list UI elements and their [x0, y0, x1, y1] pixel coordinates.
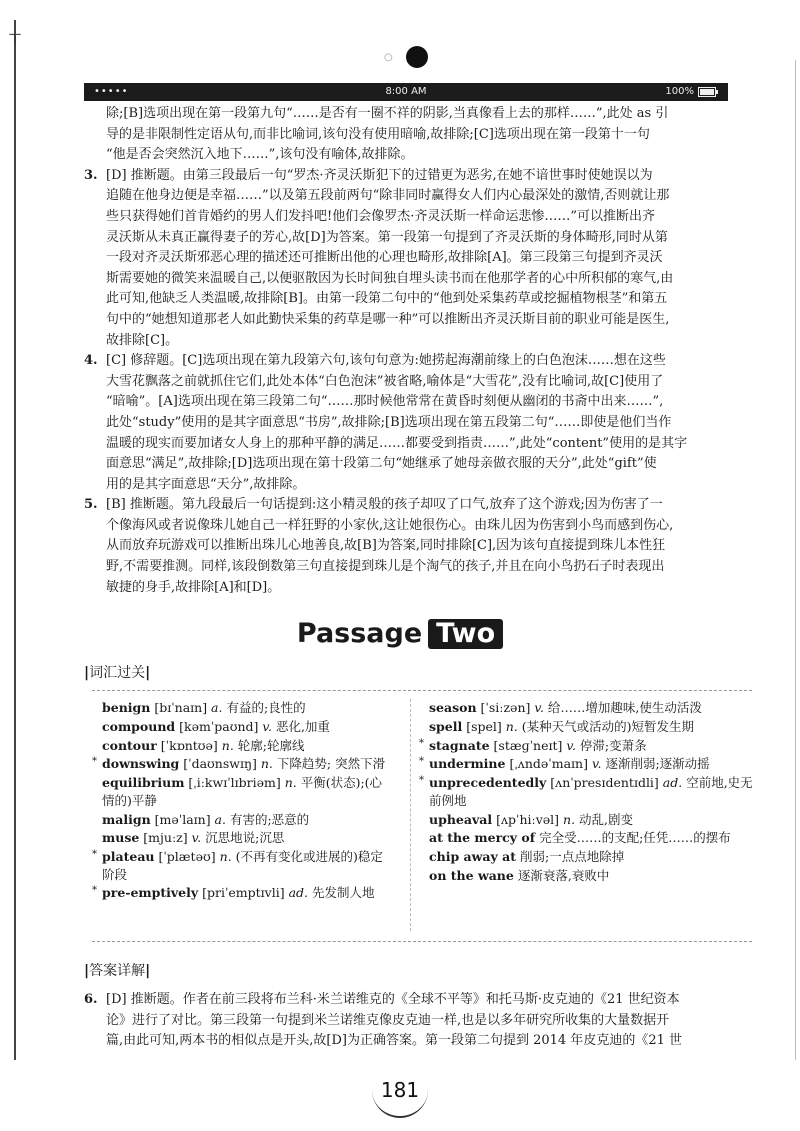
item-number: 5.	[84, 497, 98, 513]
explanations-top	[84, 104, 744, 598]
text-line: 除;[B]选项出现在第一段第九句“……是否有一圈不祥的阴影,当真像看上去的那样……”,此处 as 引	[106, 106, 669, 121]
answer-item-6	[84, 990, 744, 1052]
answer-heading-text: 答案详解	[89, 963, 146, 979]
answer-item-3	[84, 166, 744, 351]
vocab-entry: spell [spel] n. (某种天气或活动的)短暂发生期	[429, 718, 695, 734]
item-number: 4.	[84, 353, 98, 369]
vocab-entry: at the mercy of 完全受……的支配;任凭……的摆布	[429, 830, 731, 846]
vocab-column-right	[410, 699, 759, 931]
passage-title	[0, 618, 800, 649]
text-line: “暗喻”。[A]选项出现在第三段第二句“……那时候他常常在黄昏时刻便从幽闭的书斋中出来……”,	[106, 394, 664, 410]
sensor-dot: ○	[384, 52, 393, 63]
text-line: 故排除[C]。	[106, 332, 179, 348]
battery-indicator	[665, 86, 716, 97]
vocab-entry: on the wane 逐渐衰落,衰败中	[429, 867, 610, 883]
text-line: 追随在他身边便是幸福……”以及第五段前两句“除非同时赢得女人们内心最深处的激情,否则就让那	[106, 188, 670, 204]
text-line: 此处“study”使用的是其字面意思“书房”,故排除;[B]选项出现在第五段第二句“……即使是他们当作	[106, 414, 672, 430]
status-time: 8:00 AM	[385, 86, 427, 97]
vocab-entry: * unprecedentedly [ʌnˈpresɪdentɪdli] ad. 空前地,史无前例地	[419, 775, 753, 808]
answer-item-4	[84, 351, 744, 495]
text-line: 灵沃斯从未真正赢得妻子的芳心,故[D]为答案。第一段第一句提到了齐灵沃斯的身体畸形,同时从第	[106, 229, 668, 245]
text-line: 斯需要她的微笑来温暖自己,以便驱散因为长时间独自埋头读书而在他那学者的心中所积郁的寒气,由	[106, 270, 674, 286]
answer-heading: |答案详解|	[84, 963, 151, 979]
vocab-entry: benign [bɪˈnaɪn] a. 有益的;良性的	[102, 700, 306, 715]
vocab-entry: season [ˈsiːzən] v. 给……增加趣味,使生动活泼	[429, 700, 702, 715]
passage-number-badge: Two	[428, 619, 503, 649]
text-line: 用的是其字面意思“天分”,故排除。	[106, 476, 306, 492]
text-line: [D] 推断题。作者在前三段将布兰科·米兰诺维克的《全球不平等》和托马斯·皮克迪的《21 世纪资本	[106, 992, 680, 1007]
passage-word: Passage	[296, 618, 423, 649]
vocab-entry: * pre-emptively [priˈemptɪvli] ad. 先发制人地	[92, 885, 375, 901]
text-line: “他是否会突然沉入地下……”,该句没有喻体,故排除。	[106, 147, 414, 163]
vocab-entry: * downswing [ˈdaʊnswɪŋ] n. 下降趋势; 突然下滑	[92, 756, 386, 772]
battery-percent: 100%	[665, 86, 694, 97]
answer-item-5	[84, 495, 744, 598]
status-bar	[84, 83, 728, 101]
text-line: [B] 推断题。第九段最后一句话提到:这小精灵般的孩子却叹了口气,放弃了这个游戏;因为伤害了一	[106, 497, 663, 513]
vocab-entry: equilibrium [ˌiːkwɪˈlɪbriəm] n. 平衡(状态);(心情的)平静	[102, 775, 383, 808]
text-line: 野,不需要推测。同样,该段倒数第三句直接提到珠儿是个淘气的孩子,并且在向小鸟扔石子时表现出	[106, 559, 665, 575]
text-line: 论》进行了对比。第三段第一句提到米兰诺维克像皮克迪一样,也是以多年研究所收集的大量数据开	[106, 1012, 670, 1028]
text-line: 些只获得她们首肯婚约的男人们发抖吧!他们会像罗杰·齐灵沃斯一样命运悲惨……”可以推断出齐	[106, 208, 656, 224]
vocab-entry: contour [ˈkɒntʊə] n. 轮廓;轮廓线	[102, 737, 305, 753]
vocab-entry: * plateau [ˈplætəʊ] n. (不再有变化或进展的)稳定阶段	[92, 849, 383, 882]
text-line: 个像海风或者说像珠儿她自己一样狂野的小家伙,这让她很伤心。由珠儿因为伤害到小鸟而感到伤心,	[106, 517, 674, 533]
vocab-entry: upheaval [ʌpˈhiːvəl] n. 动乱,剧变	[429, 811, 633, 827]
text-line: 大雪花飘落之前就抓住它们,此处本体“白色泡沫”被省略,喻体是“大雪花”,没有比喻词,故[C]使用了	[106, 373, 664, 389]
signal-icon: •••••	[94, 86, 129, 97]
vocab-entry: compound [kəmˈpaʊnd] v. 恶化,加重	[102, 718, 330, 734]
item-number: 6.	[84, 992, 98, 1007]
vocab-entry: malign [məˈlaɪn] a. 有害的;恶意的	[102, 811, 310, 827]
text-line: 此可知,他缺乏人类温暖,故排除[B]。由第一段第二句中的“他到处采集药草或挖掘植物根茎”和第五	[106, 291, 668, 307]
page-binding-line	[14, 20, 16, 1060]
vocab-entry: chip away at 削弱;一点点地除掉	[429, 849, 625, 865]
vocab-column-left	[92, 699, 392, 903]
vocab-entry: * stagnate [stæɡˈneɪt] v. 停滞;变萧条	[419, 737, 647, 753]
vocab-heading-text: 词汇过关	[89, 665, 146, 681]
item-number: 3.	[84, 167, 98, 183]
text-line: 温暖的现实而要加诸女人身上的那种平静的满足……都要受到指责……”,此处“content”使用的是其字	[106, 435, 688, 451]
continued-paragraph	[84, 104, 744, 166]
text-line: [C] 修辞题。[C]选项出现在第九段第六句,该句句意为:她捞起海潮前缘上的白色泡沫……想在这些	[106, 353, 666, 369]
vocab-box	[92, 690, 752, 942]
camera-icon	[406, 46, 428, 68]
binding-mark: ⊤	[8, 30, 22, 49]
battery-icon	[698, 87, 716, 97]
text-line: 篇,由此可知,两本书的相似点是开头,故[D]为正确答案。第一段第二句提到 2014 年皮克迪的《21 世	[106, 1033, 682, 1049]
page-edge	[795, 60, 796, 1060]
text-line: 句中的“她想知道那老人如此勤快采集的药草是哪一种”可以推断出齐灵沃斯目前的职业可能是医生,	[106, 311, 670, 327]
vocab-heading: |词汇过关|	[84, 665, 151, 681]
page-number: 181	[380, 1078, 420, 1102]
text-line: 面意思“满足”,故排除;[D]选项出现在第十段第二句“她继承了她母亲做衣服的天分”,此处“gift”使	[106, 456, 657, 472]
vocab-entry: * undermine [ˌʌndəˈmaɪn] v. 逐渐削弱;逐渐动摇	[419, 756, 710, 772]
answer-section	[84, 990, 744, 1052]
text-line: 从而放弃玩游戏可以推断出珠儿心地善良,故[B]为答案,同时排除[C],因为该句直接提到珠儿本性狂	[106, 538, 666, 554]
text-line: 导的是非限制性定语从句,而非比喻词,该句没有使用暗喻,故排除;[C]选项出现在第一段第十一句	[106, 126, 650, 142]
vocab-entry: muse [mjuːz] v. 沉思地说;沉思	[102, 830, 285, 846]
text-line: [D] 推断题。由第三段最后一句“罗杰·齐灵沃斯犯下的过错更为恶劣,在她不谙世事时使她误以为	[106, 167, 653, 183]
text-line: 敏捷的身手,故排除[A]和[D]。	[106, 579, 281, 595]
text-line: 一段对齐灵沃斯邪恶心理的描述还可推断出他的心理也畸形,故排除[A]。第三段第三句提到齐灵沃	[106, 250, 663, 266]
